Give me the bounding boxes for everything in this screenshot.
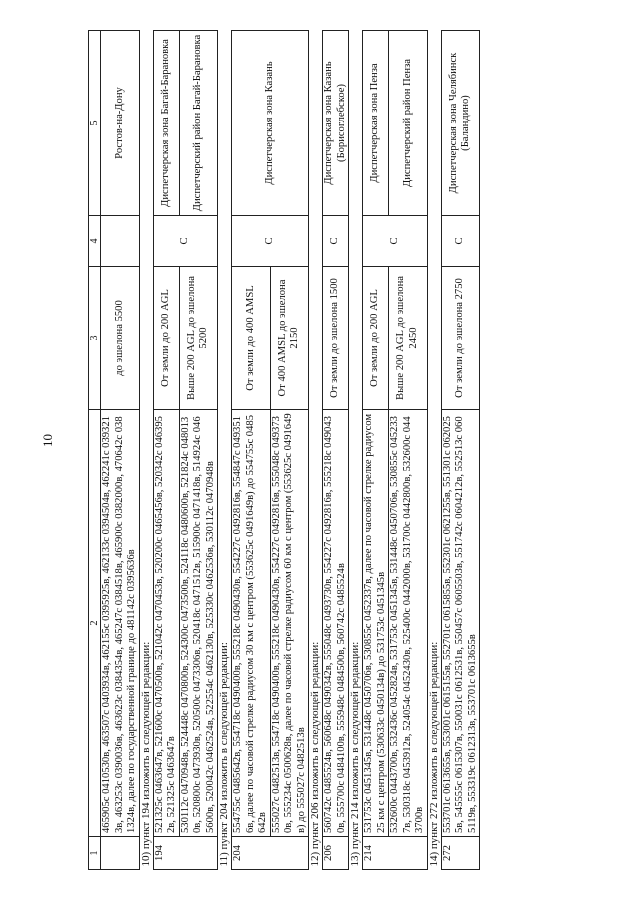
header-col-5: 5 bbox=[89, 31, 101, 216]
table-row bbox=[323, 31, 349, 870]
intro-class bbox=[101, 216, 140, 267]
table-row bbox=[232, 31, 271, 870]
row-coords: 532600с 0443700в, 532436с 0452824в, 531753с 0451345в, 531448с 0450706в, 530855с 0452337в, 530318с 0453912в, 524054с 0452430в, 525400с 0442000в, 531700с 0442800в, 532600с 0443700в bbox=[389, 410, 428, 837]
row-coords: 553701с 0613655в, 553001с 0615155в, 552701с 0615855в, 552301с 0621255в, 551301с 0620255в, 545555с 0615307в, 550031с 0612531в, 550457с 0605503в, 551742с 0604212в, 552513с 0605119в, 553319с 0612313в, 553701с 0613655в bbox=[441, 410, 480, 837]
row-num: 272 bbox=[441, 837, 480, 870]
row-altitude: От земли до эшелона 2750 bbox=[441, 267, 480, 410]
section-title-row bbox=[139, 31, 153, 870]
row-coords: 530112с 0470948в, 524448с 0470800в, 524300с 0473500в, 524118с 0480600в, 521824с 0480130в, 520800с 0473930в, 520500с 0473306в, 520418с 0471512в, 515900с 0471418в, 514924с 0465600в, 520042с 0462524в, 522554с 0462130в, 525330с 0462536в, 530112с 0470948в bbox=[179, 410, 218, 837]
intro-altitude: до эшелона 5500 bbox=[101, 267, 140, 410]
row-altitude: От земли до эшелона 1500 bbox=[323, 267, 349, 410]
row-dispatcher: Диспетчерская зона Казань bbox=[232, 31, 309, 216]
row-class: С bbox=[232, 216, 309, 267]
row-coords: 555027с 0482513в, 554718с 0490400в, 555218с 0490430в, 554227с 0492816в, 555048с 0493730в, 555234с 0500628в, далее по часовой стрелке радиусом 60 км с центром (553625с 0491649в) до 555027с 0482513в bbox=[270, 410, 309, 837]
rotated-document bbox=[88, 30, 480, 870]
section-title: 13) пункт 214 изложить в следующей редакции: bbox=[349, 31, 363, 870]
section-title: 12) пункт 206 изложить в следующей редакции: bbox=[309, 31, 323, 870]
row-coords: 521325с 0463647в, 521600с 0470500в, 521042с 0470453в, 520200с 0465456в, 520342с 0463952в, 521325с 0463647в bbox=[153, 410, 179, 837]
row-altitude: От 400 AMSL до эшелона 2150 bbox=[270, 267, 309, 410]
row-dispatcher: Диспетчерский район Багай-Барановка bbox=[179, 31, 218, 216]
table-row bbox=[363, 31, 389, 870]
table-row bbox=[389, 31, 428, 870]
header-row bbox=[89, 31, 101, 870]
row-dispatcher: Диспетчерская зона Казань (Борисоглебское) bbox=[323, 31, 349, 216]
row-num: 204 bbox=[232, 837, 309, 870]
row-altitude: От земли до 200 AGL bbox=[153, 267, 179, 410]
header-col-4: 4 bbox=[89, 216, 101, 267]
row-num: 214 bbox=[363, 837, 428, 870]
section-title: 10) пункт 194 изложить в следующей редакции: bbox=[139, 31, 153, 870]
header-col-3: 3 bbox=[89, 267, 101, 410]
row-class: С bbox=[153, 216, 218, 267]
row-altitude: Выше 200 AGL до эшелона 2450 bbox=[389, 267, 428, 410]
row-coords: 531753с 0451345в, 531448с 0450706в, 530855с 0452337в, далее по часовой стрелке радиусом 25 км с центром (530633с 0450134в) до 531753с 0451345в bbox=[363, 410, 389, 837]
section-title-row bbox=[349, 31, 363, 870]
row-num: 194 bbox=[153, 837, 218, 870]
row-dispatcher: Диспетчерская зона Челябинск (Баландино) bbox=[441, 31, 480, 216]
section-title-row bbox=[427, 31, 441, 870]
header-col-2: 2 bbox=[89, 410, 101, 837]
section-title: 11) пункт 204 изложить в следующей редакции: bbox=[218, 31, 232, 870]
row-num: 206 bbox=[323, 837, 349, 870]
intro-num bbox=[101, 837, 140, 870]
row-dispatcher: Диспетчерская зона Пенза bbox=[363, 31, 389, 216]
section-title-row bbox=[309, 31, 323, 870]
row-altitude: Выше 200 AGL до эшелона 5200 bbox=[179, 267, 218, 410]
row-class: С bbox=[323, 216, 349, 267]
row-class: С bbox=[363, 216, 428, 267]
row-coords: 560742с 0485524в, 560648с 0490342в, 555048с 0493730в, 554227с 0492816в, 555218с 0490430в, 555700с 0484100в, 555948с 0484500в, 560742с 0485524в bbox=[323, 410, 349, 837]
intro-row bbox=[101, 31, 140, 870]
row-coords: 554755с 0485642в, 554718с 0490400в, 555218с 0490430в, 554227с 0492816в, 554847с 0493516в, далее по часовой стрелке радиусом 30 км с центром (553625с 0491649в) до 554755с 0485642в bbox=[232, 410, 271, 837]
table-row bbox=[441, 31, 480, 870]
airspace-table bbox=[88, 30, 480, 870]
section-title-row bbox=[218, 31, 232, 870]
page-number: 10 bbox=[40, 434, 55, 447]
section-title: 14) пункт 272 изложить в следующей редакции: bbox=[427, 31, 441, 870]
row-altitude: От земли до 400 AMSL bbox=[232, 267, 271, 410]
table-row bbox=[179, 31, 218, 870]
intro-dispatcher: Ростов-на-Дону bbox=[101, 31, 140, 216]
row-altitude: От земли до 200 AGL bbox=[363, 267, 389, 410]
table-row bbox=[153, 31, 179, 870]
row-class: С bbox=[441, 216, 480, 267]
row-dispatcher: Диспетчерский район Пенза bbox=[389, 31, 428, 216]
header-col-1: 1 bbox=[89, 837, 101, 870]
intro-coords: 465905с 0410530в, 463507с 0403934в, 462155с 0395925в, 462133с 0394504в, 462241с 0393213в, 463253с 0390036в, 463623с 0384354в, 465247с 0384518в, 465900с 0382000в, 470642с 0381324в, далее по государственной границе до 481142с 0395636в bbox=[101, 410, 140, 837]
row-dispatcher: Диспетчерская зона Багай-Барановка bbox=[153, 31, 179, 216]
